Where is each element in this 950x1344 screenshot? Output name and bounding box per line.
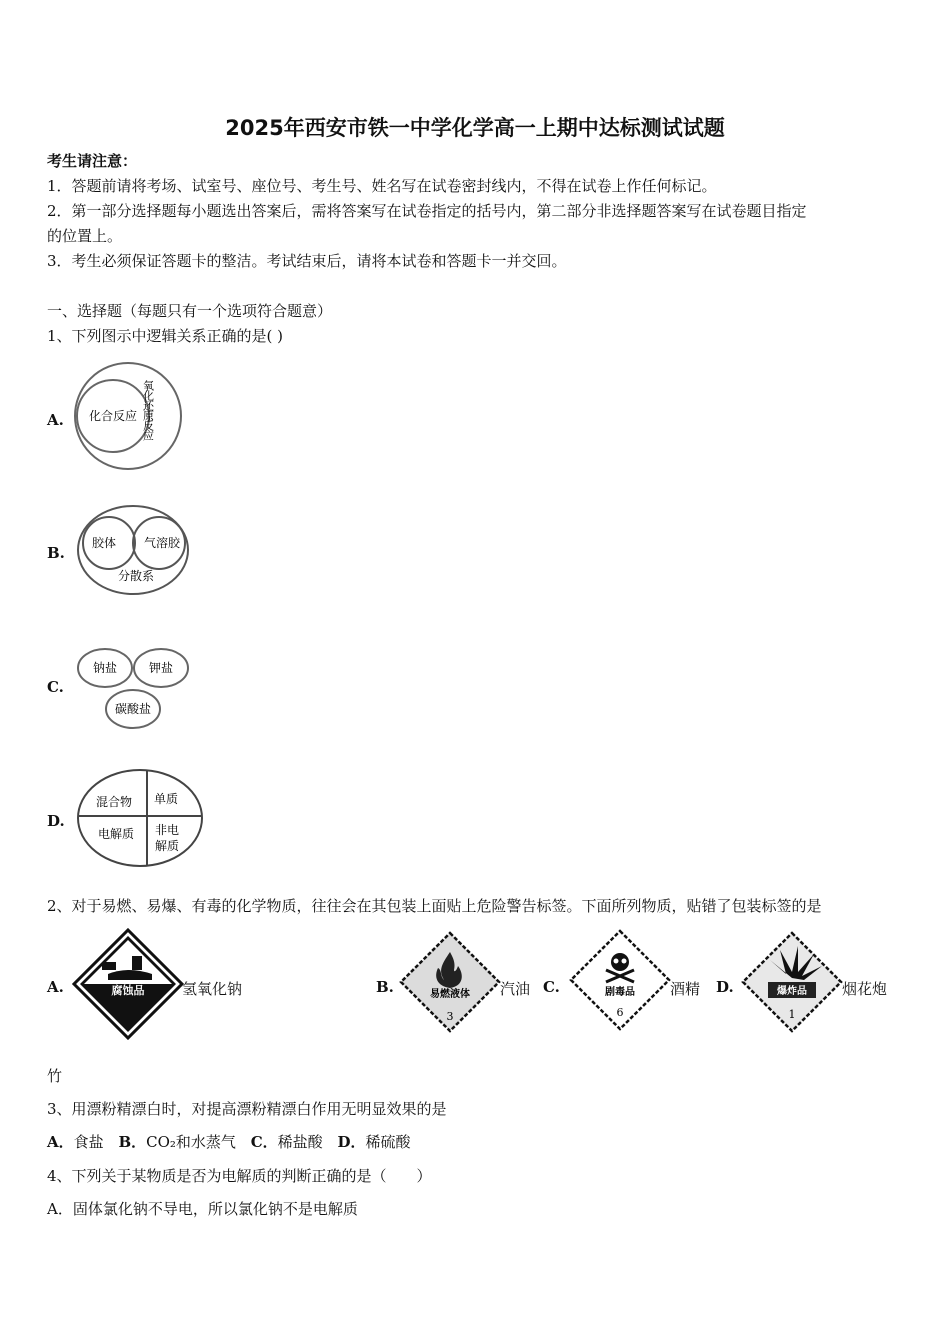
notice-heading: 考生请注意： (47, 152, 138, 170)
q3-option-b-letter: B． (118, 1133, 147, 1151)
q3-options-row (47, 1131, 410, 1153)
q1-option-b-diagram (76, 504, 192, 596)
explosive-sign-icon (740, 930, 844, 1034)
q1-d-label-1: 混合物 (95, 795, 133, 809)
q2-d-sign-label: 爆炸品 (777, 986, 807, 997)
q1-a-label-inner: 化合反应 (88, 409, 138, 423)
q1-d-label-3: 电解质 (97, 827, 135, 841)
q3-option-a-letter: A． (47, 1133, 74, 1151)
q2-option-c-text: 酒精 (670, 980, 701, 998)
q2-option-b-letter: B. (376, 978, 394, 996)
q1-a-label-outer: 氧化还原反应 (141, 380, 155, 440)
q2-c-sign-number: 6 (616, 1006, 624, 1019)
question-4-stem: 4、下列关于某物质是否为电解质的判断正确的是（ ） (47, 1167, 432, 1185)
q1-c-label-2: 钾盐 (148, 661, 174, 675)
q3-option-c-letter: C． (250, 1133, 278, 1151)
q3-option-a-text: 食盐 (73, 1133, 104, 1151)
q2-b-sign-label: 易燃液体 (430, 989, 470, 1000)
q2-d-sign-number: 1 (788, 1008, 796, 1021)
q1-option-d-letter: D. (47, 812, 65, 830)
q3-option-b-text: CO₂和水蒸气 (146, 1133, 236, 1151)
q1-option-a-letter: A. (47, 411, 64, 429)
q1-option-d-diagram (76, 766, 206, 870)
notice-item-1: 1．答题前请将考场、试室号、座位号、考生号、姓名写在试卷密封线内，不得在试卷上作任何标记。 (47, 177, 717, 195)
corrosive-sign-icon (72, 928, 184, 1040)
q2-option-c-letter: C. (543, 978, 560, 996)
notice-item-3: 3．考生必须保证答题卡的整洁。考试结束后，请将本试卷和答题卡一并交回。 (47, 252, 567, 270)
q2-a-sign-label: 腐蚀品 (111, 984, 145, 997)
q2-option-d-text-wrap: 竹 (47, 1067, 63, 1085)
q1-d-label-5: 解质 (154, 839, 180, 853)
q3-option-d-text: 稀硫酸 (365, 1133, 411, 1151)
q1-b-label-3: 分散系 (117, 569, 155, 583)
q2-c-sign-label: 剧毒品 (605, 987, 635, 998)
toxic-sign-icon (568, 928, 672, 1032)
q1-c-label-1: 钠盐 (92, 661, 118, 675)
q4-option-a: A．固体氯化钠不导电，所以氯化钠不是电解质 (47, 1200, 358, 1218)
question-3-stem: 3、用漂粉精漂白时，对提高漂粉精漂白作用无明显效果的是 (47, 1100, 447, 1118)
q2-b-sign-number: 3 (446, 1010, 454, 1023)
q1-b-label-1: 胶体 (91, 536, 117, 550)
q1-c-label-3: 碳酸盐 (114, 702, 152, 716)
q3-option-d-letter: D． (337, 1133, 366, 1151)
section-heading: 一、选择题（每题只有一个选项符合题意） (47, 302, 333, 320)
q1-option-a-diagram (72, 362, 187, 470)
q2-option-b-text: 汽油 (500, 980, 531, 998)
question-1-stem: 1、下列图示中逻辑关系正确的是( ) (47, 327, 284, 345)
q2-option-d-text: 烟花炮 (842, 980, 888, 998)
q2-option-d-letter: D. (716, 978, 734, 996)
q2-option-a-letter: A. (47, 978, 64, 996)
q2-option-a-text: 氢氧化钠 (182, 980, 243, 998)
notice-item-2-cont: 的位置上。 (47, 227, 123, 245)
page-title: 2025年西安市铁一中学化学高一上期中达标测试试题 (225, 116, 725, 140)
q1-option-c-letter: C. (47, 678, 64, 696)
q1-d-label-2: 单质 (153, 792, 179, 806)
q1-option-c-diagram (76, 647, 194, 731)
question-2-stem: 2、对于易燃、易爆、有毒的化学物质，往往会在其包装上面贴上危险警告标签。下面所列物质，贴错了包装标签的是 (47, 897, 822, 915)
q3-option-c-text: 稀盐酸 (277, 1133, 323, 1151)
flammable-liquid-sign-icon (398, 930, 502, 1034)
q1-b-label-2: 气溶胶 (143, 536, 181, 550)
notice-item-2: 2．第一部分选择题每小题选出答案后，需将答案写在试卷指定的括号内，第二部分非选择题答案写在试卷题目指定 (47, 202, 807, 220)
q1-d-label-4: 非电 (154, 823, 180, 837)
q1-option-b-letter: B. (47, 544, 65, 562)
